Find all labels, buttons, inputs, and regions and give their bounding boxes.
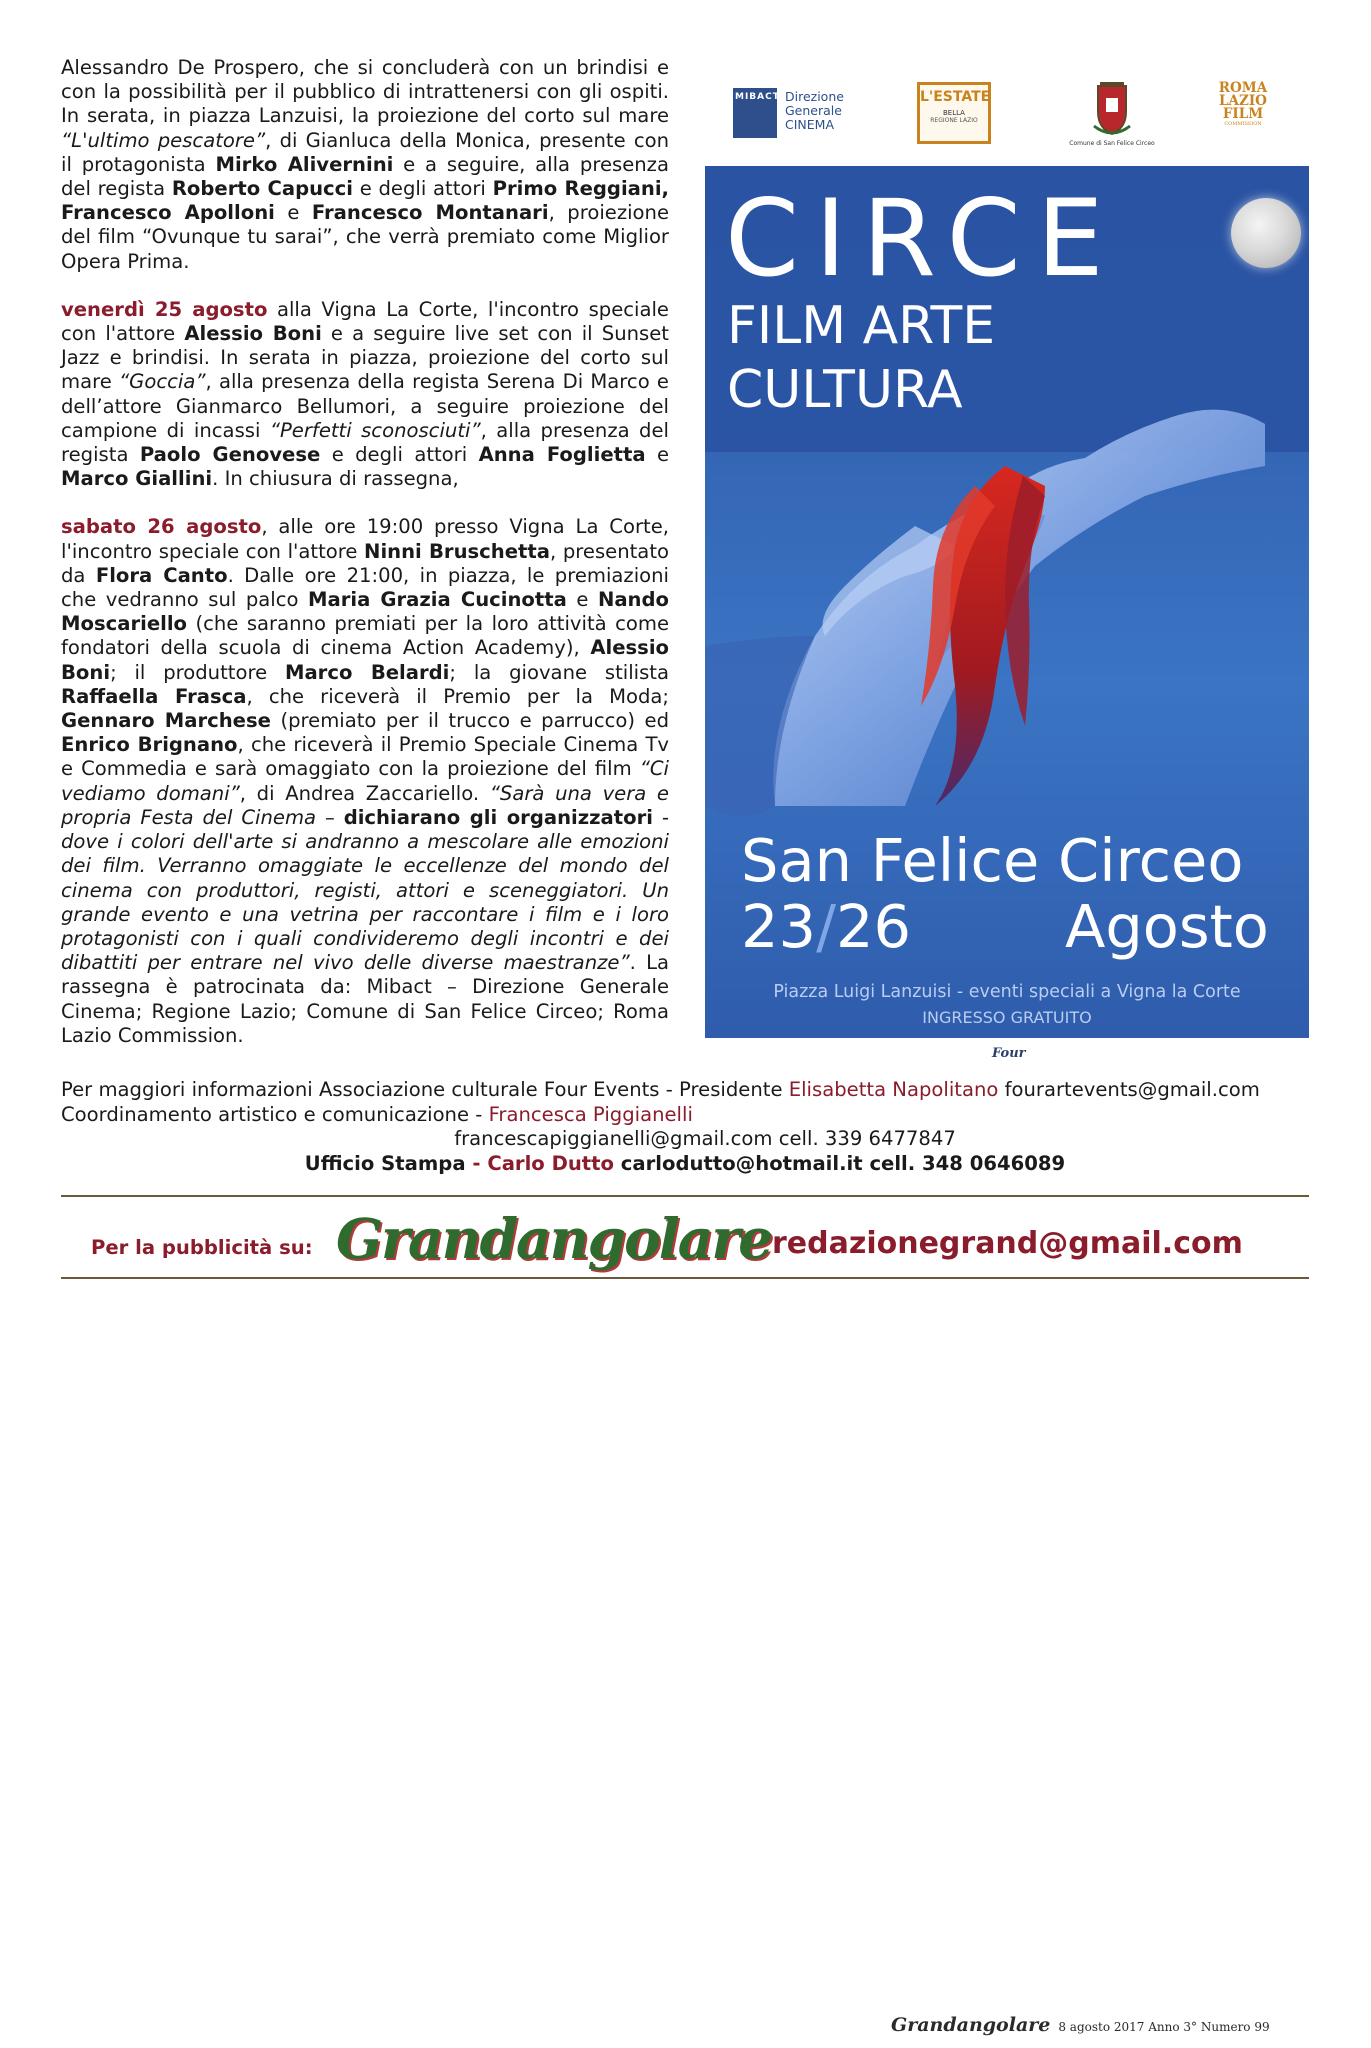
person-name: Alessio Boni: [61, 636, 669, 684]
poster-title: CIRCE: [725, 177, 1120, 300]
crest-icon: [1090, 82, 1134, 138]
magazine-brand: Grandangolare: [336, 1206, 772, 1271]
estate-lazio-logo: [917, 82, 991, 144]
roma-lazio-film-logo: [1215, 82, 1271, 144]
person-name: Marco Belardi: [284, 660, 450, 684]
person-name: Nando Moscariello: [61, 588, 669, 636]
divider-bottom: [61, 1277, 1309, 1279]
mibact-line: CINEMA: [785, 117, 834, 132]
advertising-banner: [61, 1200, 1309, 1274]
poster-venue: Piazza Luigi Lanzuisi - eventi speciali a Vigna la Corte: [773, 982, 1241, 1002]
text: e degli attori: [320, 443, 479, 467]
person-name: Maria Grazia Cucinotta: [307, 588, 567, 612]
film-title: “Perfetti sconosciuti”: [269, 418, 481, 442]
contact-line-4: [61, 1152, 1309, 1177]
text: ; la giovane stilista: [449, 660, 669, 684]
text: . Dalle ore 21:00, in piazza, le premiazioni che vedranno sul palco: [61, 563, 669, 612]
event-poster: [705, 166, 1309, 1038]
text: Ufficio Stampa: [304, 1151, 473, 1175]
date-start: 23: [741, 892, 817, 961]
contact-line-3[interactable]: francescapiggianelli@gmail.com cell. 339 6477847: [454, 1127, 956, 1150]
poster-free-entry: INGRESSO GRATUITO: [922, 1008, 1092, 1027]
divider-top: [61, 1195, 1309, 1197]
quote: “Sarà una vera e propria Festa del Cinema: [61, 781, 669, 829]
article-paragraph-3: [61, 515, 669, 1047]
president-name: Elisabetta Napolitano: [788, 1078, 999, 1101]
text: Per maggiori informazioni Associazione culturale Four Events - Presidente: [61, 1078, 789, 1101]
date-end: 26: [835, 892, 912, 961]
person-name: Enrico Brignano: [61, 733, 238, 757]
roma-line: ROMA: [1218, 80, 1268, 96]
mibact-line: Generale: [785, 103, 842, 118]
text: , alle ore 19:00 presso Vigna La Corte, l'incontro speciale con l'attore: [61, 515, 669, 563]
person-name: Paolo Genovese: [139, 443, 321, 467]
four-events-logo: Four: [992, 1046, 1026, 1061]
film-title: “Ci vediamo domani”: [61, 757, 669, 805]
text: e: [645, 443, 670, 467]
estate-sub: REGIONE LAZIO: [930, 117, 978, 124]
article-paragraph-2: [61, 298, 669, 492]
roma-line: FILM: [1222, 106, 1264, 122]
person-name: Raffaella Frasca: [61, 684, 247, 708]
text: –: [316, 805, 344, 829]
ad-label: Per la pubblicità su:: [91, 1236, 313, 1259]
mibact-text: [785, 90, 844, 132]
text: e: [274, 201, 312, 225]
moon-icon: [1231, 198, 1301, 268]
poster-place: San Felice Circeo: [741, 826, 1244, 895]
text: , che riceverà il Premio per la Moda;: [246, 684, 670, 708]
person-name: Flora Canto: [95, 563, 228, 587]
sponsor-logos: [705, 82, 1317, 154]
quote: - dove i colori dell'arte si andranno a mescolare alle emozioni dei film. Verranno omaggiate le eccellenze del mondo del cinema con produttori, registi, attori e sceneggiatori. Un grande evento e una vetrina per raccontare i film e i loro protagonisti con i quali condivideremo degli incontri e dei dibattiti per entrare nel vivo delle diverse maestranze”: [61, 805, 669, 975]
mibact-vertical-text: MIBACT: [735, 92, 780, 102]
event-date: venerdì 25 agosto: [61, 297, 268, 321]
text: , alla presenza del regista: [61, 418, 669, 467]
date-separator: /: [816, 892, 836, 961]
text: e a seguire live set con il Sunset Jazz e brindisi. In serata in piazza, proiezione del corto sul mare: [61, 322, 669, 394]
article-body: [61, 56, 669, 1072]
text: , presentato da: [61, 539, 669, 587]
text: (premiato per il trucco e parrucco) ed: [270, 709, 670, 733]
person-name: Primo Reggiani, Francesco Apolloni: [61, 177, 669, 225]
text: e degli attori: [353, 177, 493, 201]
text: e: [566, 588, 598, 612]
poster-month: Agosto: [1065, 892, 1269, 961]
text: , proiezione del film “Ovunque tu sarai”, che verrà premiato come Miglior Opera Prima.: [61, 201, 670, 273]
film-title: “Goccia”: [119, 370, 206, 394]
person-name: Marco Giallini: [61, 467, 213, 491]
ad-email[interactable]: redazionegrand@gmail.com: [772, 1226, 1243, 1261]
text: Coordinamento artistico e comunicazione -: [61, 1102, 489, 1126]
poster-dates: [741, 892, 912, 961]
poster-subtitle-1: FILM ARTE: [727, 296, 996, 356]
text: (che saranno premiati per la loro attività come fondatori della scuola di cinema Action Academy),: [61, 612, 669, 660]
text: . In chiusura di rassegna,: [212, 467, 459, 491]
comune-crest-logo: [1067, 82, 1157, 147]
text: , di Gianluca della Monica, presente con il protagonista: [61, 128, 670, 176]
coordinator-name: Francesca Piggianelli: [488, 1102, 693, 1126]
text: Alessandro De Prospero, che si concluderà con un brindisi e con la possibilità per il pubblico di intrattenersi con gli ospiti. In serata, in piazza Lanzuisi, la proiezione del corto sul mare: [61, 56, 669, 128]
person-name: Ninni Bruschetta: [364, 539, 550, 563]
contact-line-1: [61, 1078, 1309, 1103]
person-name: Roberto Capucci: [171, 177, 354, 201]
mibact-logo: [733, 82, 871, 144]
event-date: sabato 26 agosto: [61, 515, 262, 539]
poster-subtitle-2: CULTURA: [727, 360, 963, 420]
text: , che riceverà il Premio Speciale Cinema Tv e Commedia e sarà omaggiato con la proiezione del film: [61, 733, 670, 781]
text: . La rassegna è patrocinata da: Mibact – Direzione Generale Cinema; Regione Lazio; Comune di San Felice Circeo; Roma Lazio Commission.: [61, 951, 669, 1047]
estate-tiny: BELLA: [943, 109, 965, 117]
text: , alla presenza della regista Serena Di Marco e dell’attore Gianmarco Bellumori, a seguire proiezione del campione di incassi: [61, 370, 669, 442]
person-name: Anna Foglietta: [478, 443, 646, 467]
text: e a seguire, alla presenza del regista: [61, 152, 669, 201]
roma-line: LAZIO: [1219, 93, 1267, 109]
mibact-line: Direzione: [785, 89, 844, 104]
footer-issue-info: 8 agosto 2017 Anno 3° Numero 99: [1058, 2020, 1270, 2034]
film-title: “L'ultimo pescatore”: [61, 128, 266, 152]
text: , di Andrea Zaccariello.: [239, 781, 490, 805]
person-name: Alessio Boni: [184, 322, 322, 346]
person-name: Francesco Montanari: [311, 201, 549, 225]
contact-info: [61, 1078, 1309, 1176]
text: ; il produttore: [110, 660, 285, 684]
comune-caption: Comune di San Felice Circeo: [1069, 140, 1155, 147]
article-paragraph-1: [61, 56, 669, 274]
footer-magazine: Grandangolare: [891, 2014, 1051, 2036]
person-name: Mirko Alivernini: [215, 152, 394, 176]
person-name: Gennaro Marchese: [61, 709, 271, 733]
estate-title: L'ESTATE: [920, 89, 991, 105]
page-footer: [891, 2014, 1270, 2036]
contact-line-2: [61, 1103, 1309, 1128]
press-office-name: - Carlo Dutto: [472, 1151, 614, 1175]
roma-sub: COMMISSION: [1224, 121, 1262, 127]
text: alla Vigna La Corte, l'incontro speciale con l'attore: [61, 297, 669, 346]
press-office-contact[interactable]: carlodutto@hotmail.it cell. 348 0646089: [613, 1151, 1066, 1175]
contact-email[interactable]: fourartevents@gmail.com: [998, 1078, 1260, 1101]
quote-attribution: dichiarano gli organizzatori: [343, 805, 653, 829]
